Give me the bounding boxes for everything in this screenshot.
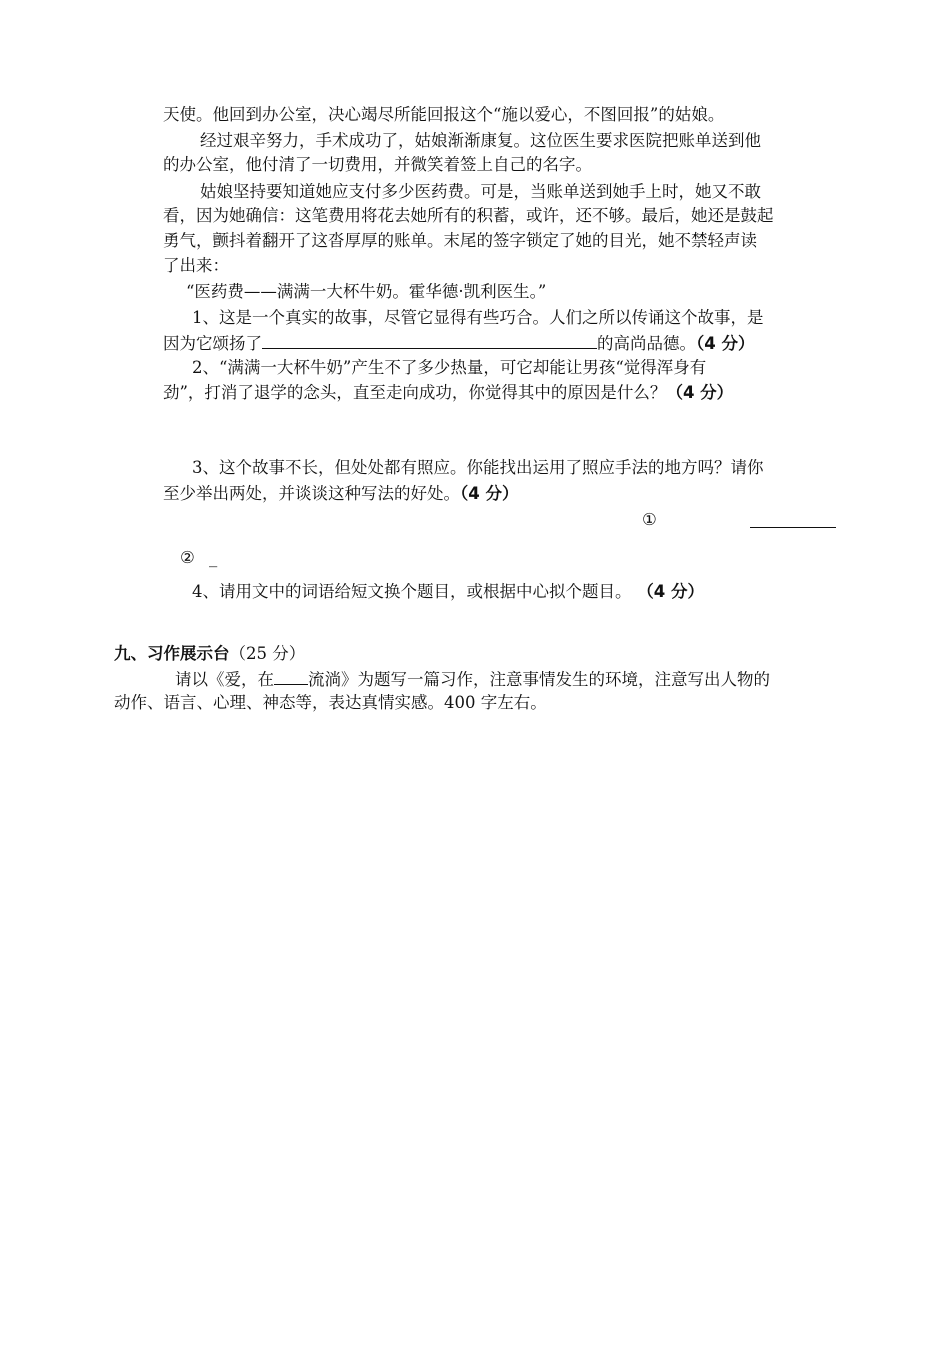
story-paragraph-3-line-4: 了出来： <box>163 256 229 275</box>
section-9-points: （25 分） <box>229 644 306 663</box>
answer-marker-2: ② <box>180 548 195 567</box>
answer-blank-3-1[interactable] <box>750 508 836 528</box>
story-paragraph-3-line-3: 勇气，颤抖着翻开了这沓厚厚的账单。末尾的签字锁定了她的目光，她不禁轻声读 <box>163 231 757 250</box>
answer-marker-1: ① <box>642 510 657 529</box>
question-4-score: （4 分） <box>645 582 704 601</box>
story-paragraph-3-line-2: 看，因为她确信：这笔费用将花去她所有的积蓄，或许，还不够。最后，她还是鼓起 <box>163 206 774 225</box>
question-1-line-2 <box>163 331 754 356</box>
question-3-line-1: 3、这个故事不长，但处处都有照应。你能找出运用了照应手法的地方吗？请你 <box>192 458 764 477</box>
question-4-line-1 <box>192 580 704 604</box>
story-paragraph-2-line-2: 的办公室，他付清了一切费用，并微笑着签上自己的名字。 <box>163 155 592 174</box>
story-quote: “医药费——满满一大杯牛奶。霍华德·凯利医生。” <box>186 282 547 301</box>
section-9-heading-line <box>114 642 305 666</box>
question-2-text: 劲”，打消了退学的念头，直至走向成功，你觉得其中的原因是什么？ <box>163 383 667 402</box>
question-1-line-1: 1、这是一个真实的故事，尽管它显得有些巧合。人们之所以传诵这个故事，是 <box>192 308 764 327</box>
answer-blank-1[interactable] <box>262 331 597 349</box>
title-blank[interactable] <box>274 667 308 685</box>
story-paragraph-2-line-1: 经过艰辛努力，手术成功了，姑娘渐渐康复。这位医生要求医院把账单送到他 <box>200 131 761 150</box>
section-9-line-2: 动作、语言、心理、神态等，表达真情实感。400 字左右。 <box>114 693 547 712</box>
section-9-prompt-prefix: 请以《爱，在 <box>175 670 274 689</box>
question-2-score: （4 分） <box>666 383 734 402</box>
question-2-line-1: 2、“满满一大杯牛奶”产生不了多少热量，可它却能让男孩“觉得浑身有 <box>192 358 707 377</box>
question-4-text: 4、请用文中的词语给短文换个题目，或根据中心拟个题目。 <box>192 582 632 601</box>
story-paragraph-1-line-1: 天使。他回到办公室，决心竭尽所能回报这个“施以爱心，不图回报”的姑娘。 <box>163 105 725 124</box>
section-9-line-1 <box>175 667 770 692</box>
question-2-line-2 <box>163 381 733 405</box>
story-paragraph-3-line-1: 姑娘坚持要知道她应支付多少医药费。可是，当账单送到她手上时，她又不敢 <box>200 182 761 201</box>
question-3-line-2 <box>163 482 518 506</box>
section-9-heading: 九、习作展示台 <box>114 644 230 663</box>
section-9-prompt-suffix: 流淌》为题写一篇习作，注意事情发生的环境，注意写出人物的 <box>308 670 770 689</box>
question-3-score: （4 分） <box>460 484 519 503</box>
answer-blank-3-2[interactable]: _ <box>209 548 218 567</box>
question-3-text: 至少举出两处，并谈谈这种写法的好处。 <box>163 484 460 503</box>
question-1-suffix: 的高尚品德。 <box>597 334 696 353</box>
question-1-prefix: 因为它颂扬了 <box>163 334 262 353</box>
question-1-score: （4 分） <box>696 334 755 353</box>
